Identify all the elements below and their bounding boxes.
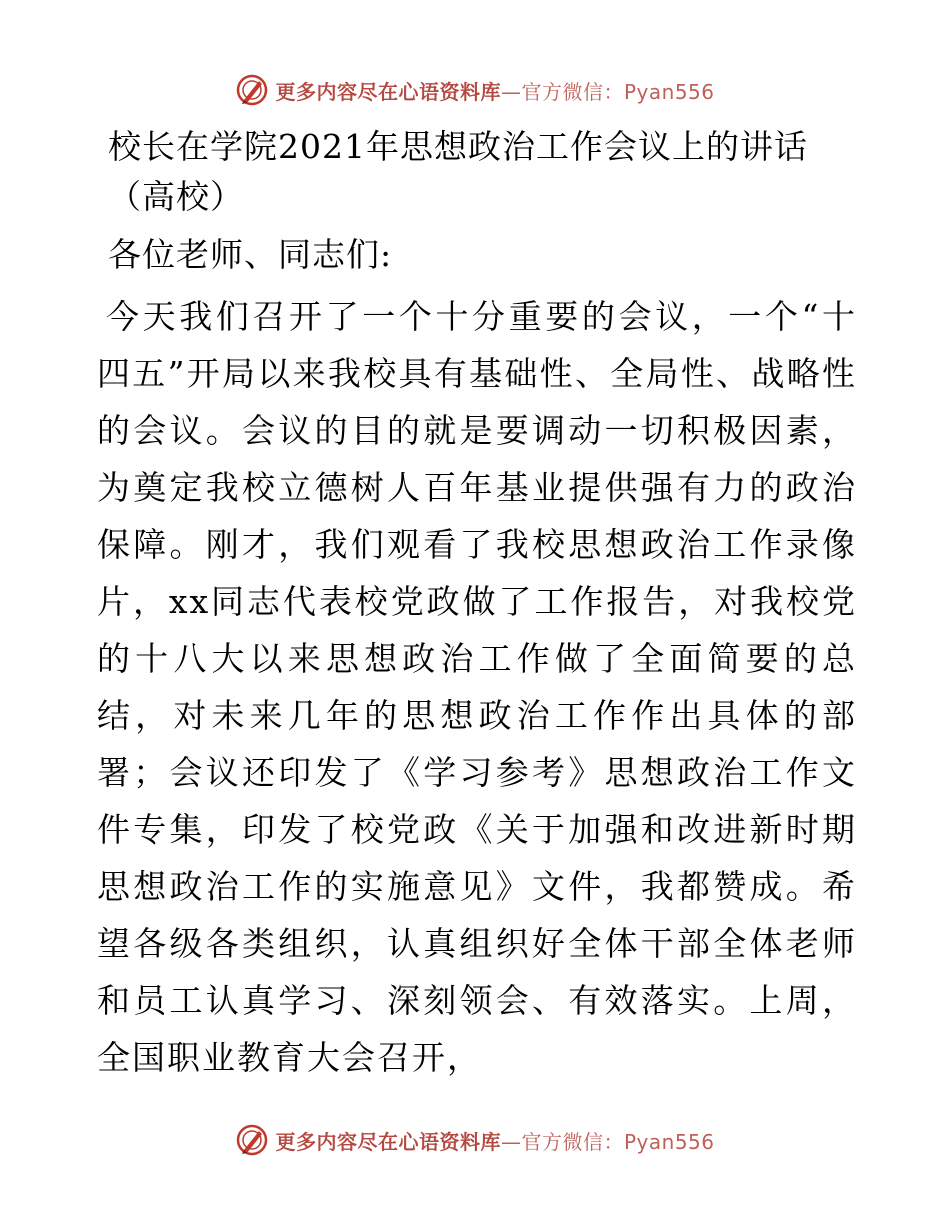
salutation: 各位老师、同志们: — [108, 235, 393, 274]
watermark-footer — [0, 1120, 950, 1160]
watermark-wechat-id: Pyan556 — [623, 79, 715, 104]
watermark-text — [275, 76, 714, 105]
watermark-header — [0, 70, 950, 110]
watermark-text — [275, 1126, 714, 1155]
watermark-label: 官方微信： — [521, 1129, 624, 1154]
watermark-main-text: 更多内容尽在心语资料库 — [275, 1129, 501, 1154]
watermark-main-text: 更多内容尽在心语资料库 — [275, 79, 501, 104]
watermark-label: 官方微信： — [521, 79, 624, 104]
pen-logo-icon — [235, 73, 269, 107]
pen-logo-icon — [235, 1123, 269, 1157]
document-body — [97, 122, 857, 1086]
watermark-separator: — — [500, 1129, 522, 1154]
body-paragraph: 今天我们召开了一个十分重要的会议，一个“十四五”开局以来我校具有基础性、全局性、战略性的会议。会议的目的就是要调动一切积极因素，为奠定我校立德树人百年基业提供强有力的政治保障。刚才，我们观看了我校思想政治工作录像片，xx同志代表校党政做了工作报告，对我校党的十八大以来思想政治工作做了全面简要的总结，对未来几年的思想政治工作作出具体的部署；会议还印发了《学习参考》思想政治工作文件专集，印发了校党政《关于加强和改进新时期思想政治工作的实施意见》文件，我都赞成。希望各级各类组织，认真组织好全体干部全体老师和员工认真学习、深刻领会、有效落实。上周，全国职业教育大会召开， — [97, 297, 857, 1077]
document-title: 校长在学院2021年思想政治工作会议上的讲话（高校） — [108, 127, 808, 216]
watermark-separator: — — [500, 79, 522, 104]
watermark-wechat-id: Pyan556 — [623, 1129, 715, 1154]
